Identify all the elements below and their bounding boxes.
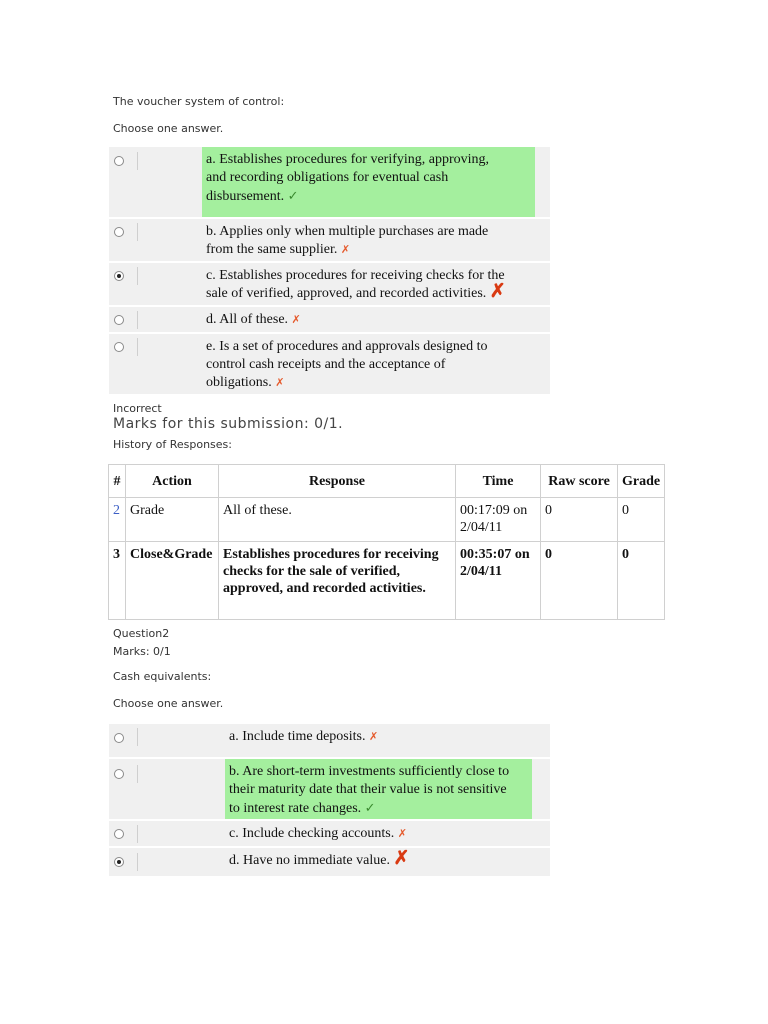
question-1-prompt: The voucher system of control:: [113, 95, 285, 108]
cross-icon: ✗: [489, 281, 506, 302]
answer-row[interactable]: [109, 263, 550, 307]
cross-icon: ✗: [291, 314, 301, 326]
table-header-row: [109, 465, 665, 498]
answer-row[interactable]: [109, 848, 550, 878]
answer-row[interactable]: [109, 724, 550, 759]
response-number-link[interactable]: 2: [113, 503, 120, 518]
cross-icon: ✗: [340, 244, 351, 256]
radio-icon[interactable]: [114, 733, 124, 743]
column-header: Raw score: [541, 465, 618, 498]
cross-icon: ✗: [368, 731, 379, 743]
answer-row[interactable]: [109, 759, 550, 821]
answer-text: e. Is a set of procedures and approvals designed to control cash receipts and the acceptance of obligations. ✗: [206, 339, 488, 390]
radio-icon[interactable]: [114, 342, 124, 352]
answer-text: a. Establishes procedures for verifying, approving, and recording obligations for eventual cash disbursement. ✓: [202, 147, 535, 217]
question-2-label: Question2: [113, 627, 170, 640]
answer-row[interactable]: [109, 147, 550, 219]
answer-text: b. Applies only when multiple purchases are made from the same supplier. ✗: [206, 224, 489, 257]
radio-icon[interactable]: [114, 829, 124, 839]
radio-icon[interactable]: [114, 227, 124, 237]
column-header: Action: [126, 465, 219, 498]
history-table: [108, 464, 665, 620]
cross-icon: ✗: [397, 828, 407, 840]
question-2-prompt: Cash equivalents:: [113, 670, 212, 683]
answer-row[interactable]: [109, 334, 550, 396]
answer-row[interactable]: [109, 307, 550, 334]
answer-text: c. Establishes procedures for receiving checks for the sale of verified, approved, and recorded activities. ✗: [206, 268, 506, 302]
cross-icon: ✗: [275, 377, 285, 389]
answer-text: d. Have no immediate value. ✗: [229, 848, 410, 869]
feedback-status: Incorrect: [113, 402, 162, 415]
question-1-answers: [109, 147, 550, 396]
marks-for-submission: Marks for this submission: 0/1.: [113, 416, 344, 432]
question-2-marks: Marks: 0/1: [113, 645, 171, 658]
column-header: #: [109, 465, 126, 498]
answer-row[interactable]: [109, 219, 550, 263]
radio-icon[interactable]: [114, 315, 124, 325]
checkmark-icon: ✓: [364, 800, 376, 815]
answer-text: d. All of these. ✗: [206, 312, 301, 327]
question-2-instruction: Choose one answer.: [113, 697, 224, 710]
question-2-answers: [109, 724, 550, 878]
radio-icon[interactable]: [114, 769, 124, 779]
answer-text: a. Include time deposits. ✗: [229, 729, 379, 744]
question-1-instruction: Choose one answer.: [113, 122, 224, 135]
cross-icon: ✗: [393, 848, 410, 869]
answer-text: c. Include checking accounts. ✗: [229, 826, 407, 841]
history-title: History of Responses:: [113, 438, 232, 451]
table-row: 3 Close&Grade Establishes procedures for receiving checks for the sale of verified, approved, and recorded activities. 00:35:07 on 2/04/11 0 0: [109, 542, 665, 620]
answer-row[interactable]: [109, 821, 550, 848]
answer-text: b. Are short-term investments sufficiently close to their maturity date that their value is not sensitive to interest rate changes. ✓: [225, 759, 532, 819]
checkmark-icon: ✓: [287, 188, 299, 203]
column-header: Response: [219, 465, 456, 498]
column-header: Time: [456, 465, 541, 498]
radio-icon[interactable]: [114, 857, 124, 867]
column-header: Grade: [618, 465, 665, 498]
radio-icon[interactable]: [114, 156, 124, 166]
radio-icon[interactable]: [114, 271, 124, 281]
table-row: 2 Grade All of these. 00:17:09 on 2/04/11 0 0: [109, 498, 665, 542]
